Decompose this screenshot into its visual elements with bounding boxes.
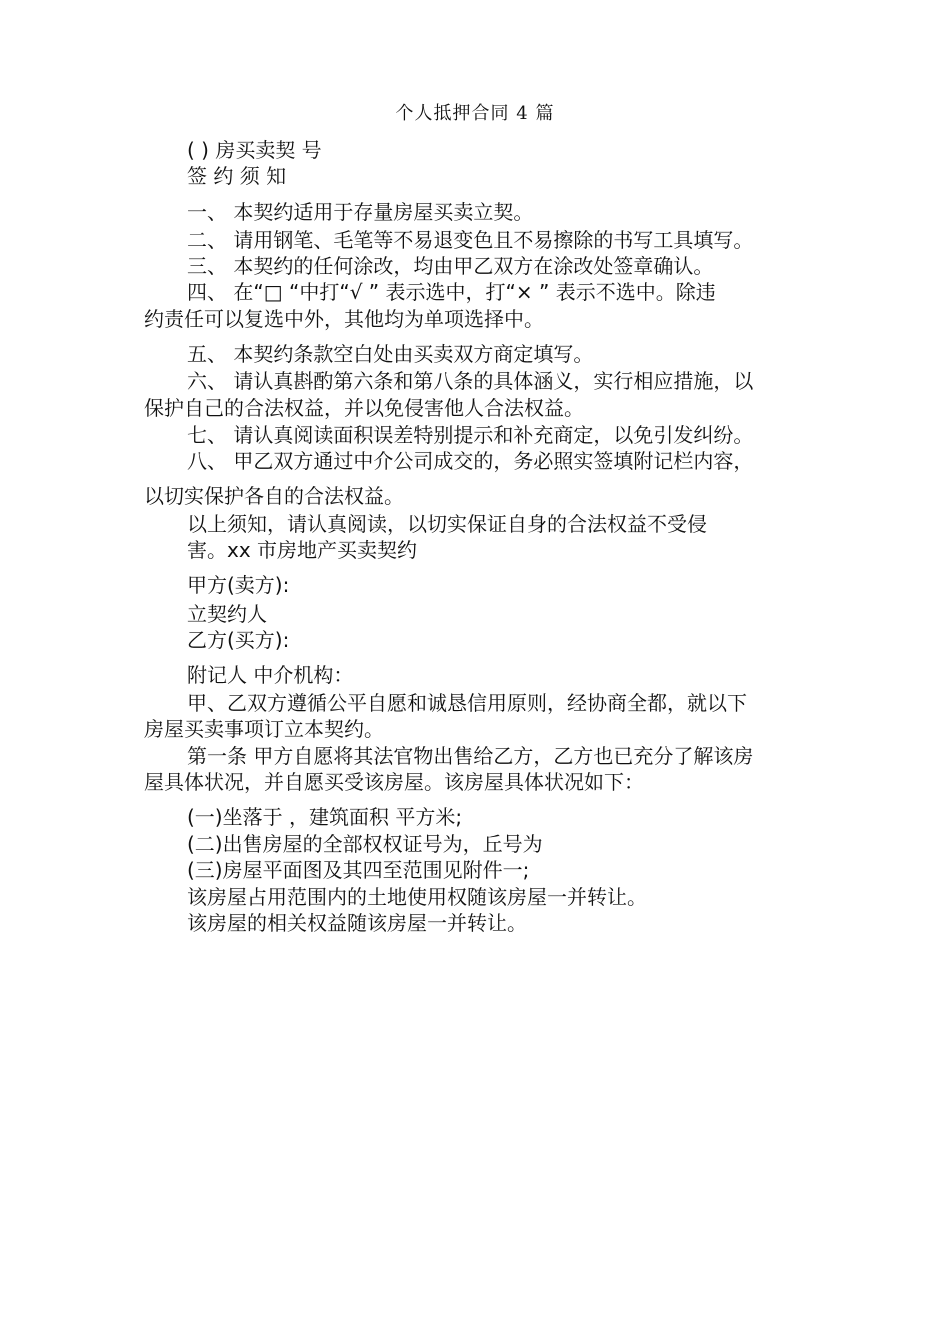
notice-item-7: 七、 请认真阅读面积误差特别提示和补充商定，以免引发纠纷。	[187, 423, 754, 447]
signer-label: 立契约人	[187, 602, 267, 626]
notice-item-1: 一、 本契约适用于存量房屋买卖立契。	[187, 200, 534, 224]
notice-item-4-line-1: 四、 在“□ “中打“√ ” 表示选中，打“× ” 表示不选中。除违	[187, 280, 716, 304]
contract-number-heading: ( ) 房买卖契 号	[187, 138, 322, 162]
closing-line-1: 以上须知，请认真阅读，以切实保证自身的合法权益不受侵	[187, 512, 707, 536]
page-title: 个人抵押合同 4 篇	[395, 103, 555, 124]
intro-line-1: 甲、乙双方遵循公平自愿和诚恳信用原则，经协商全都，就以下	[187, 691, 747, 715]
related-rights-text: 该房屋的相关权益随该房屋一并转让。	[187, 911, 527, 935]
clause-1: (一)坐落于 ，建筑面积 平方米;	[187, 805, 463, 829]
article-1-line-2: 屋具体状况，并自愿买受该房屋。该房屋具体状况如下：	[144, 770, 644, 794]
notice-item-8-line-2: 以切实保护各自的合法权益。	[144, 484, 404, 508]
notice-item-6-line-2: 保护自己的合法权益，并以免侵害他人合法权益。	[144, 396, 584, 420]
article-1-line-1: 第一条 甲方自愿将其法官物出售给乙方，乙方也已充分了解该房	[187, 744, 754, 768]
notice-item-8-line-1: 八、 甲乙双方通过中介公司成交的，务必照实签填附记栏内容，	[187, 449, 754, 473]
notice-item-6-line-1: 六、 请认真斟酌第六条和第八条的具体涵义，实行相应措施，以	[187, 369, 754, 393]
agency-label: 附记人 中介机构：	[187, 663, 354, 687]
land-rights-text: 该房屋占用范围内的土地使用权随该房屋一并转让。	[187, 885, 647, 909]
closing-line-2: 害。xx 市房地产买卖契约	[187, 538, 418, 562]
intro-line-2: 房屋买卖事项订立本契约。	[144, 717, 384, 741]
notice-item-5: 五、 本契约条款空白处由买卖双方商定填写。	[187, 342, 594, 366]
clause-3: (三)房屋平面图及其四至范围见附件一;	[187, 858, 530, 882]
party-b-label: 乙方(买方):	[187, 628, 290, 652]
notice-item-4-line-2: 约责任可以复选中外，其他均为单项选择中。	[144, 307, 544, 331]
notice-title: 签 约 须 知	[187, 164, 287, 188]
notice-item-3: 三、 本契约的任何涂改，均由甲乙双方在涂改处签章确认。	[187, 254, 714, 278]
clause-2: (二)出售房屋的全部权权证号为，丘号为	[187, 832, 543, 856]
party-a-label: 甲方(卖方):	[187, 573, 290, 597]
notice-item-2: 二、 请用钢笔、毛笔等不易退变色且不易擦除的书写工具填写。	[187, 228, 754, 252]
